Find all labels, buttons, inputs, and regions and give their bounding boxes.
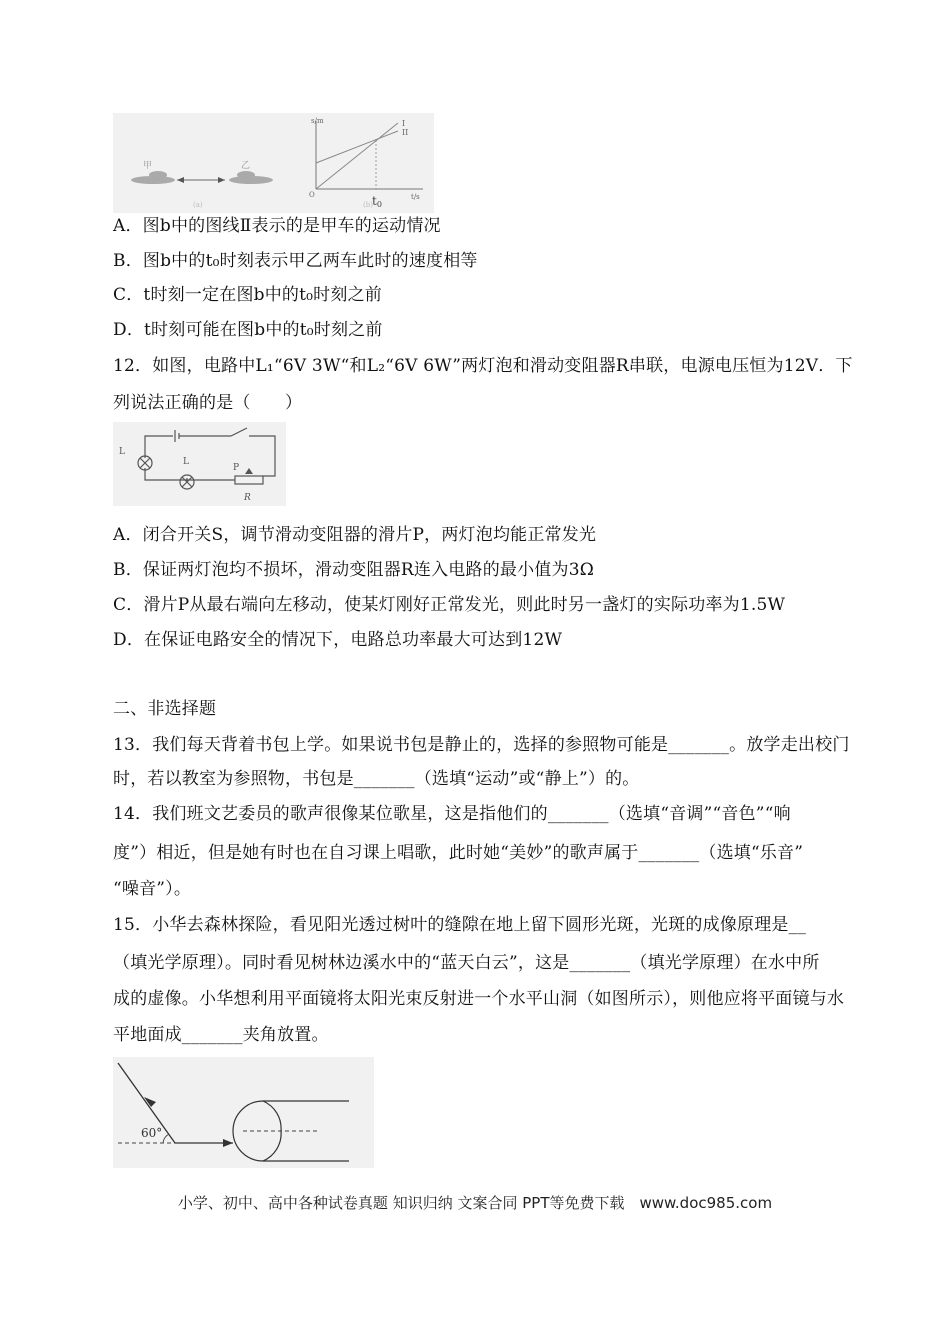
q15-text-line1: 15．小华去森林探险，看见阳光透过树叶的缝隙在地上留下圆形光斑，光斑的成像原理是__ bbox=[113, 915, 807, 935]
caption-b: (b) bbox=[363, 201, 373, 209]
q15-text-line4: 平地面成_______夹角放置。 bbox=[113, 1025, 329, 1045]
lamp-l2-icon bbox=[180, 475, 194, 489]
line-I bbox=[316, 123, 398, 189]
t0-label: t0 bbox=[372, 194, 382, 209]
mirror-cave-figure bbox=[113, 1057, 374, 1168]
lamp-l1-icon bbox=[138, 456, 152, 470]
reflected-arrow-icon bbox=[223, 1139, 233, 1147]
q14-text-line2: 度”）相近，但是她有时也在自习课上唱歌，此时她“美妙”的歌声属于_______（选填“乐音” bbox=[113, 843, 804, 863]
q13-text-line1: 13．我们每天背着书包上学。如果说书包是静止的，选择的参照物可能是_______。放学走出校门 bbox=[113, 735, 850, 755]
q12-option-d: D．在保证电路安全的情况下，电路总功率最大可达到12W bbox=[113, 630, 563, 650]
q13-text-line2: 时，若以教室为参照物，书包是_______（选填“运动”或“静上”）的。 bbox=[113, 769, 640, 789]
car-yi-icon bbox=[229, 171, 273, 184]
car-label-yi: 乙 bbox=[241, 161, 251, 171]
line-II-label: II bbox=[402, 128, 409, 137]
line-I-label: I bbox=[402, 119, 406, 128]
mirror-cave-svg bbox=[113, 1057, 374, 1168]
q11-option-a: A．图b中的图线Ⅱ表示的是甲车的运动情况 bbox=[113, 216, 441, 236]
angle-label: 60° bbox=[141, 1126, 163, 1140]
arrow-left-icon bbox=[177, 177, 184, 183]
switch-blade bbox=[231, 428, 247, 436]
motion-figure-svg bbox=[113, 113, 434, 213]
caption-a: (a) bbox=[193, 201, 203, 209]
y-axis-label: s/m bbox=[311, 117, 324, 125]
q14-text-line1: 14．我们班文艺委员的歌声很像某位歌星，这是指他们的_______（选填“音调”“音色”“响 bbox=[113, 804, 791, 824]
q15-text-line3: 成的虚像。小华想利用平面镜将太阳光束反射进一个水平山洞（如图所示），则他应将平面镜与水 bbox=[113, 989, 845, 1009]
q11-option-b: B．图b中的t₀时刻表示甲乙两车此时的速度相等 bbox=[113, 251, 478, 271]
label-r: R bbox=[244, 493, 251, 503]
label-l1: L bbox=[119, 447, 125, 457]
origin-label: O bbox=[309, 191, 315, 199]
q14-text-line3: “噪音”）。 bbox=[113, 879, 192, 899]
car-label-jia: 甲 bbox=[143, 161, 153, 171]
q11-option-c: C．t时刻一定在图b中的t₀时刻之前 bbox=[113, 285, 382, 305]
motion-figure bbox=[113, 113, 434, 213]
q12-text-line1: 12．如图，电路中L₁“6V 3W“和L₂“6V 6W”两灯泡和滑动变阻器R串联，电源电压恒为12V．下 bbox=[113, 356, 853, 376]
q12-option-c: C．滑片P从最右端向左移动，使某灯刚好正常发光，则此时另一盏灯的实际功率为1.5W bbox=[113, 595, 786, 615]
line-II bbox=[316, 131, 398, 163]
section-title: 二、非选择题 bbox=[113, 699, 217, 719]
slider-arrow-icon bbox=[245, 468, 253, 474]
q12-option-a: A．闭合开关S，调节滑动变阻器的滑片P，两灯泡均能正常发光 bbox=[113, 525, 597, 545]
q12-text-line2: 列说法正确的是（ ） bbox=[113, 393, 303, 413]
q11-option-d: D．t时刻可能在图b中的t₀时刻之前 bbox=[113, 320, 383, 340]
car-jia-icon bbox=[131, 171, 175, 184]
q12-option-b: B．保证两灯泡均不损坏，滑动变阻器R连入电路的最小值为3Ω bbox=[113, 560, 595, 580]
label-l2: L bbox=[183, 457, 189, 467]
circuit-figure bbox=[113, 422, 286, 506]
label-p: P bbox=[233, 463, 240, 473]
x-axis-label: t/s bbox=[411, 193, 420, 201]
angle-arc bbox=[163, 1134, 169, 1143]
arrow-right-icon bbox=[218, 177, 225, 183]
q15-text-line2: （填光学原理）。同时看见树林边溪水中的“蓝天白云”，这是_______（填光学原理）在水中所 bbox=[113, 953, 820, 973]
footer-text: 小学、初中、高中各种试卷真题 知识归纳 文案合同 PPT等免费下载 www.doc985.com bbox=[177, 1194, 773, 1212]
circuit-figure-svg bbox=[113, 422, 286, 506]
